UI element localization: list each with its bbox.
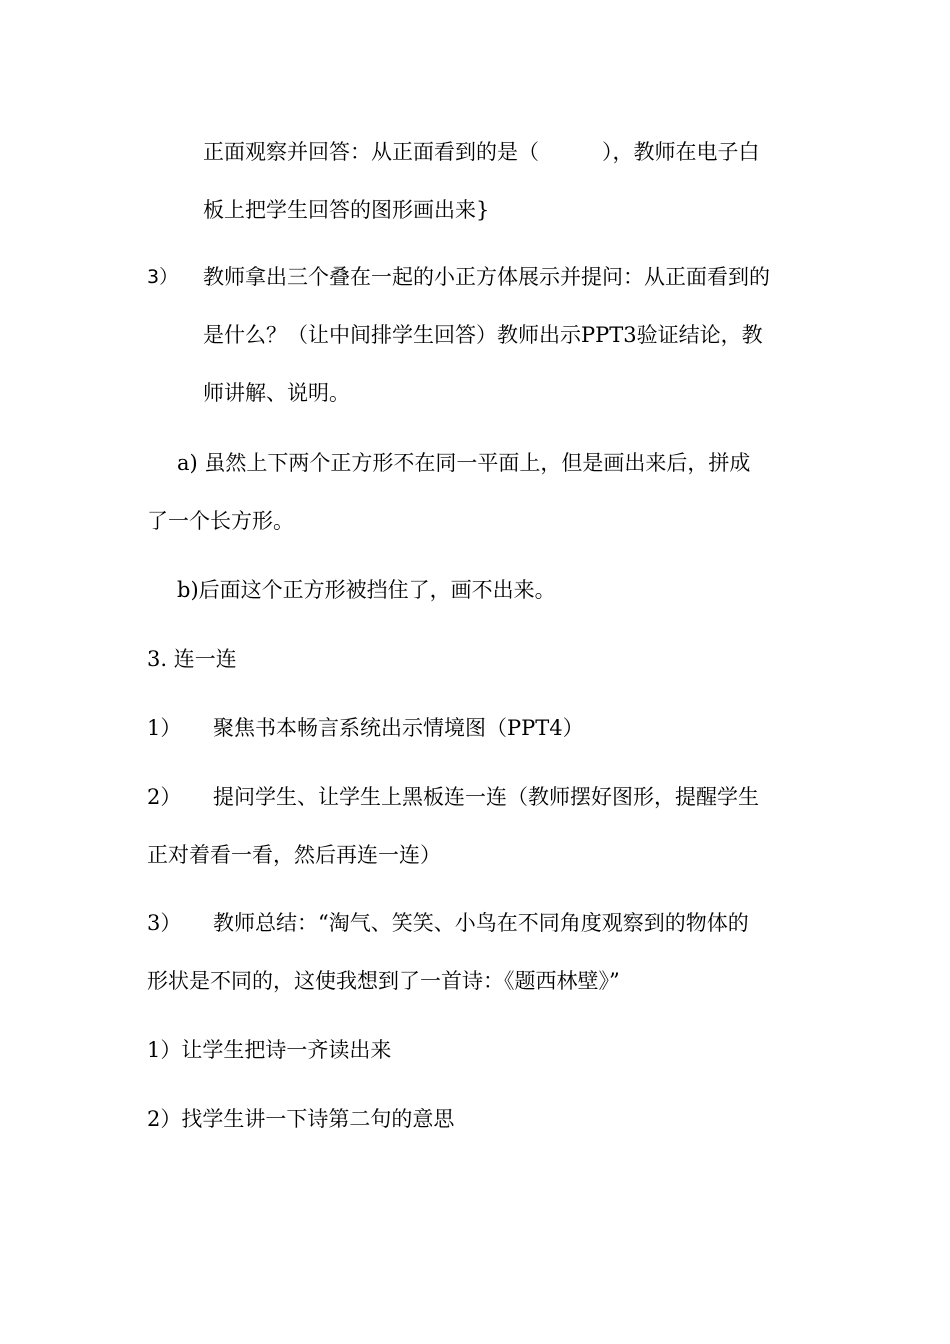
text-line [213,782,759,812]
list-item-marker [147,782,181,812]
paragraph-text: 2）找学生讲一下诗第二句的意思 [147,1107,455,1131]
text-line [147,840,441,870]
text-line [147,1104,454,1134]
text-line [203,320,763,350]
paragraph-text: 形状是不同的，这使我想到了一首诗：《题西林壁》” [147,969,620,993]
item-number: 1） [147,716,182,740]
item-number: 3） [147,911,182,935]
text-line [177,448,750,478]
item-number: 3） [147,266,179,288]
text-line [213,713,584,743]
paragraph-text: a) 虽然上下两个正方形不在同一平面上，但是画出来后，拼成 [177,451,751,475]
text-line [203,195,489,225]
section-heading [147,644,237,674]
paragraph-text: 是什么？（让中间排学生回答）教师出示PPT3验证结论，教 [203,323,763,347]
paragraph-text: 聚焦书本畅言系统出示情境图（PPT4） [213,716,584,740]
paragraph-text: 正对着看一看，然后再连一连） [147,843,441,867]
text-line [147,506,294,536]
paragraph-text: 正面观察并回答：从正面看到的是（ ），教师在电子白 [203,140,760,164]
list-item-marker [147,713,181,743]
paragraph-text: 教师总结：“淘气、笑笑、小鸟在不同角度观察到的物体的 [213,911,749,935]
text-line [213,908,749,938]
text-line [147,1035,391,1065]
text-line [203,262,770,292]
text-line [203,378,350,408]
paragraph-text: 提问学生、让学生上黑板连一连（教师摆好图形，提醒学生 [213,785,759,809]
paragraph-text: 板上把学生回答的图形画出来} [203,198,490,222]
list-item-marker [147,908,181,938]
text-line [177,575,556,605]
text-line [203,137,760,167]
paragraph-text: 了一个长方形。 [147,509,294,533]
item-number: 2） [147,785,182,809]
paragraph-text: b)后面这个正方形被挡住了，画不出来。 [177,578,556,602]
paragraph-text: 1）让学生把诗一齐读出来 [147,1038,392,1062]
heading-text: 3. 连一连 [147,647,237,671]
list-item-marker [147,262,178,292]
text-line [147,966,620,996]
paragraph-text: 教师拿出三个叠在一起的小正方体展示并提问：从正面看到的 [203,265,770,289]
paragraph-text: 师讲解、说明。 [203,381,350,405]
